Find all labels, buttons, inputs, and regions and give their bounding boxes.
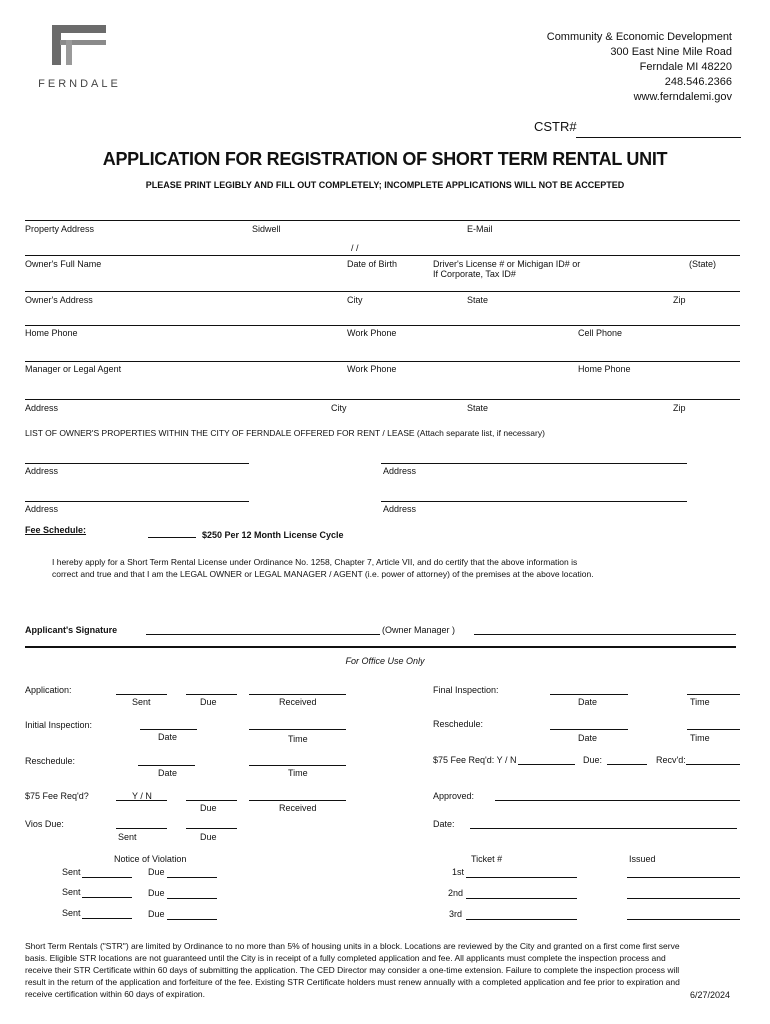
tax-id-label: If Corporate, Tax ID# [433,269,516,279]
signature-label: Applicant's Signature [25,625,118,635]
divider [25,325,740,326]
certification-line: correct and true and that I am the LEGAL OWNER or LEGAL MANAGER / AGENT (i.e. power of attorney) of the premises at the above location. [52,569,594,579]
date-colon-label: Date: [433,819,455,829]
manager-agent-field[interactable]: Manager or Legal Agent [25,364,122,374]
notice-due-line[interactable] [167,898,217,899]
application-label: Application: [25,685,72,695]
time-label: Time [690,733,710,743]
due-label: Due [148,888,165,898]
cstr-label: CSTR# [534,119,577,134]
ticket-first-label: 1st [452,867,465,877]
footer-notice: Short Term Rentals ("STR") are limited by Ordinance to no more than 5% of housing units in a block. Locations are reviewed by the City and granted on a first come first serve basis. Eligible STR locations are not guaranteed until the City is in receipt of a fully completed application and fee. All applicants must complete the inspection process and receive their STR Certificate within 60 days of submitting the application. The CED Director may consider a one-time extension. Failure to complete the inspection process will result in the return of the application and forfeiture of the fee. Existing STR Certificate holders must renew annually with a completed application and fee prior to expiration and receive certification within 60 days of expiration. [25,941,680,999]
home-phone-field[interactable]: Home Phone [25,328,78,338]
owner-city-field[interactable]: City [347,295,363,305]
vios-due-line[interactable] [186,828,237,829]
property-address-label: Address [25,466,59,476]
property-address-label: Address [25,504,59,514]
notice-of-violation-label: Notice of Violation [114,854,187,864]
property-address-label: Address [383,466,417,476]
certification-line: I hereby apply for a Short Term Rental License under Ordinance No. 1258, Chapter 7, Article VII, and do certify that the above information is [52,557,578,567]
fee-reqd-yn-label: $75 Fee Req'd: Y / N [433,755,517,765]
received-label: Received [279,697,317,707]
property-line[interactable] [381,501,687,502]
fee-due-line[interactable] [186,800,237,801]
notice-sent-line[interactable] [82,918,132,919]
ticket-label: Ticket # [471,854,503,864]
manager-zip-field[interactable]: Zip [673,403,686,413]
divider [25,220,740,221]
manager-state-field[interactable]: State [467,403,489,413]
date-label: Date [578,733,598,743]
ticket-third-label: 3rd [449,909,463,919]
reschedule-label: Reschedule: [25,756,76,766]
due-label: Due [200,803,217,813]
date-label: Date [158,768,178,778]
reschedule-label: Reschedule: [433,719,484,729]
notice-sent-line[interactable] [82,897,132,898]
cell-phone-field[interactable]: Cell Phone [578,328,623,338]
issued-second-line[interactable] [627,898,740,899]
org-line: 300 East Nine Mile Road [610,46,732,58]
org-line: 248.546.2366 [664,76,732,88]
reschedule-time-line[interactable] [687,729,740,730]
final-inspection-time-line[interactable] [687,694,740,695]
approved-date-line[interactable] [470,828,737,829]
notice-sent-line[interactable] [82,877,132,878]
property-address-field[interactable]: Property Address [25,224,95,234]
logo-wordmark: FERNDALE [38,78,121,90]
yn-label: Y / N [132,791,152,801]
vios-due-label: Vios Due: [25,819,64,829]
time-label: Time [288,734,308,744]
owner-manager-label: (Owner Manager ) [382,625,456,635]
ticket-third-line[interactable] [466,919,577,920]
org-line: www.ferndalemi.gov [633,91,732,103]
office-divider [25,646,736,648]
recvd-label: Recv'd: [656,755,686,765]
ticket-second-label: 2nd [448,888,464,898]
issued-label: Issued [629,854,656,864]
sent-label: Sent [118,832,137,842]
reschedule-date-line[interactable] [550,729,628,730]
page-subtitle: PLEASE PRINT LEGIBLY AND FILL OUT COMPLETELY; INCOMPLETE APPLICATIONS WILL NOT BE ACCEPTED [145,180,625,190]
fee-recvd-line[interactable] [686,764,740,765]
org-line: Community & Economic Development [546,31,732,43]
signature-name-field[interactable] [474,634,736,635]
final-inspection-label: Final Inspection: [433,685,499,695]
manager-work-phone-field[interactable]: Work Phone [347,364,397,374]
vios-sent-line[interactable] [116,828,167,829]
initial-inspection-time-line[interactable] [249,729,346,730]
due-label: Due [148,909,165,919]
dob-slashes: / / [351,243,359,253]
issued-first-line[interactable] [627,877,740,878]
due-label: Due [200,832,217,842]
fee-amount: $250 Per 12 Month License Cycle [202,530,344,540]
approved-line[interactable] [495,800,740,801]
approved-label: Approved: [433,791,475,801]
fee-check-line[interactable] [148,537,196,538]
fee-reqd-line[interactable] [518,764,575,765]
page-title: APPLICATION FOR REGISTRATION OF SHORT TERM RENTAL UNIT [102,149,668,169]
org-line: Ferndale MI 48220 [639,61,732,73]
owner-state-field[interactable]: State [467,295,489,305]
received-label: Received [279,803,317,813]
due-label: Due [200,697,217,707]
manager-home-phone-field[interactable]: Home Phone [578,364,631,374]
license-state-label: (State) [689,259,717,269]
email-field[interactable]: E-Mail [467,224,493,234]
initial-inspection-date-line[interactable] [140,729,197,730]
work-phone-field[interactable]: Work Phone [347,328,397,338]
manager-city-field[interactable]: City [331,403,347,413]
due-colon-label: Due: [583,755,603,765]
properties-list-label: LIST OF OWNER'S PROPERTIES WITHIN THE CITY OF FERNDALE OFFERED FOR RENT / LEASE (Attach separate list, if necessary) [25,428,545,438]
initial-inspection-label: Initial Inspection: [25,720,93,730]
sent-label: Sent [132,697,151,707]
divider [25,255,740,256]
office-use-heading: For Office Use Only [345,656,425,666]
date-label: Date [158,732,178,742]
application-due-line[interactable] [186,694,237,695]
owner-full-name-field[interactable]: Owner's Full Name [25,259,102,269]
fee-due-line[interactable] [607,764,647,765]
sent-label: Sent [62,908,81,918]
application-sent-line[interactable] [116,694,167,695]
revision-date: 6/27/2024 [690,990,731,1000]
fee-received-line[interactable] [249,800,346,801]
final-inspection-date-line[interactable] [550,694,628,695]
divider [25,399,740,400]
ferndale-logo [22,22,137,92]
org-address [547,30,732,105]
sidwell-field[interactable]: Sidwell [252,224,281,234]
date-of-birth-field[interactable]: Date of Birth [347,259,398,269]
notice-due-line[interactable] [167,919,217,920]
owner-zip-field[interactable]: Zip [673,295,686,305]
reschedule-date-line[interactable] [138,765,195,766]
time-label: Time [288,768,308,778]
property-line[interactable] [25,501,249,502]
manager-address-field[interactable]: Address [25,403,59,413]
divider [25,361,740,362]
date-label: Date [578,697,598,707]
fee-yn-line[interactable] [116,800,167,801]
fee-reqd-label: $75 Fee Req'd? [25,791,89,801]
time-label: Time [690,697,710,707]
property-line[interactable] [381,463,687,464]
ticket-first-line[interactable] [466,877,577,878]
drivers-license-field[interactable]: Driver's License # or Michigan ID# or [433,259,581,269]
sent-label: Sent [62,867,81,877]
signature-field[interactable] [146,634,380,635]
notice-due-line[interactable] [167,877,217,878]
issued-third-line[interactable] [627,919,740,920]
due-label: Due [148,867,165,877]
owner-address-field[interactable]: Owner's Address [25,295,93,305]
ticket-second-line[interactable] [466,898,577,899]
property-line[interactable] [25,463,249,464]
property-address-label: Address [383,504,417,514]
fee-schedule-label: Fee Schedule: [25,525,87,535]
cstr-field[interactable] [576,137,741,138]
sent-label: Sent [62,887,81,897]
reschedule-time-line[interactable] [249,765,346,766]
divider [25,291,740,292]
application-received-line[interactable] [249,694,346,695]
